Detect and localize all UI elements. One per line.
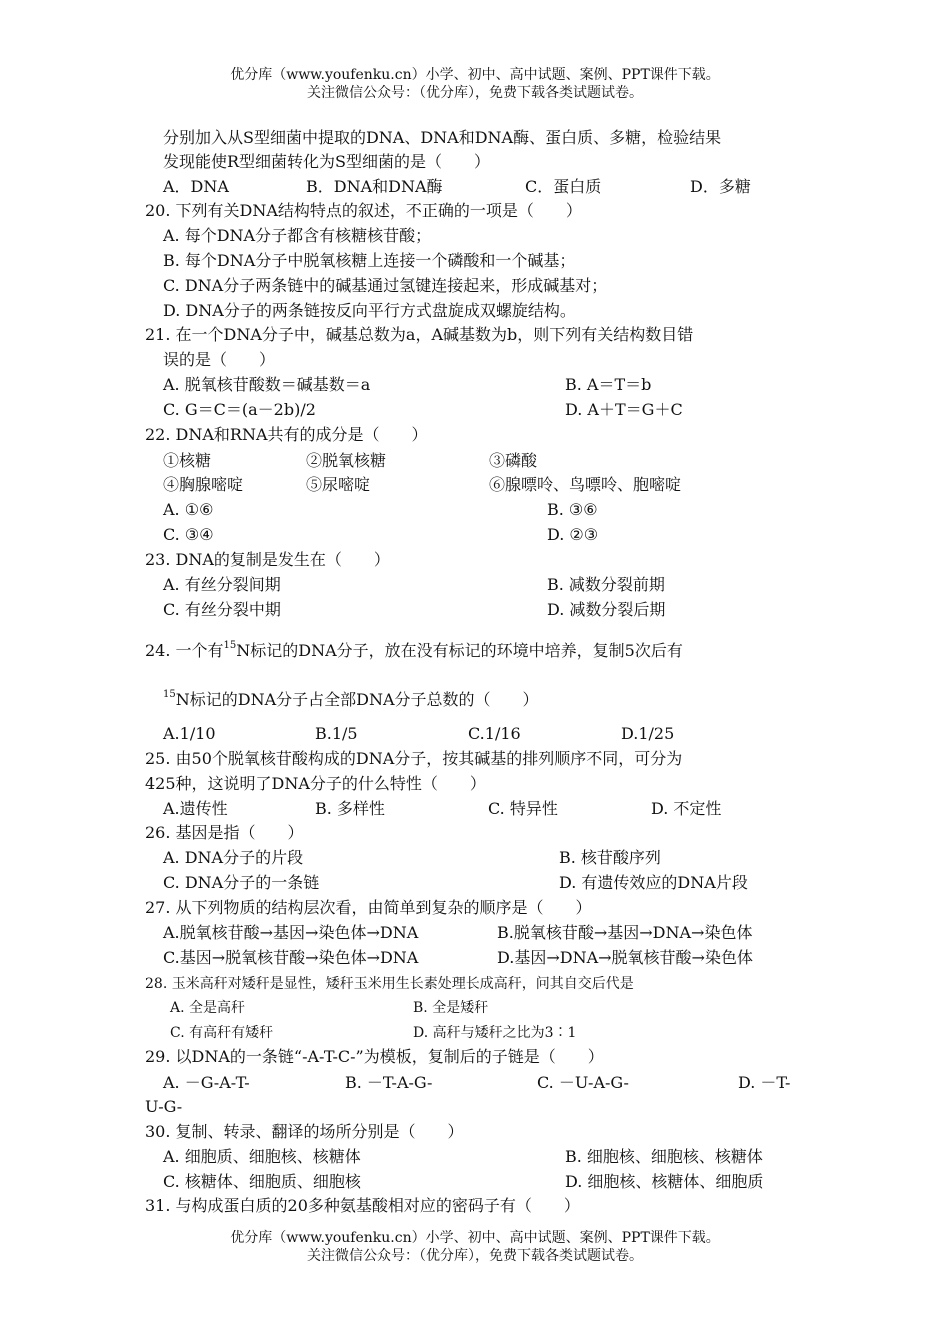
q29-option-b: B. －T-A-G- <box>345 1073 433 1092</box>
q21-line-2: 误的是（ ） <box>163 350 276 369</box>
q19-line-2: 发现能使R型细菌转化为S型细菌的是（ ） <box>163 152 491 171</box>
q22-item-4: ④胸腺嘧啶 <box>163 475 244 494</box>
footer-line-2: 关注微信公众号：（优分库），免费下载各类试题试卷。 <box>307 1248 643 1264</box>
q19-line-1: 分别加入从S型细菌中提取的DNA、DNA和DNA酶、蛋白质、多糖，检验结果 <box>163 128 722 147</box>
q23-stem: 23. DNA的复制是发生在（ ） <box>145 550 390 569</box>
q24-pre: 24. 一个有 <box>145 641 224 660</box>
q24-option-b: B.1/5 <box>315 724 358 743</box>
q19-option-c: C．蛋白质 <box>525 177 602 196</box>
q30-option-c: C. 核糖体、细胞质、细胞核 <box>163 1172 361 1191</box>
q24-line-1 <box>145 641 683 661</box>
q25-line-2: 425种，这说明了DNA分子的什么特性（ ） <box>145 774 486 793</box>
q21-option-c: C. G＝C＝(a－2b)/2 <box>163 400 316 419</box>
q21-line-1: 21. 在一个DNA分子中，碱基总数为a，A碱基数为b，则下列有关结构数目错 <box>145 325 694 344</box>
q24-isotope-2: 15 <box>163 689 176 700</box>
q29-option-d: D. －T- <box>738 1073 791 1092</box>
q30-stem: 30. 复制、转录、翻译的场所分别是（ ） <box>145 1122 464 1141</box>
q27-stem: 27. 从下列物质的结构层次看，由简单到复杂的顺序是（ ） <box>145 898 592 917</box>
q19-option-b: B．DNA和DNA酶 <box>306 177 443 196</box>
q20-stem: 20. 下列有关DNA结构特点的叙述，不正确的一项是（ ） <box>145 201 582 220</box>
q28-option-c: C. 有高秆有矮秆 <box>170 1025 274 1041</box>
footer-line-1: 优分库（www.youfenku.cn）小学、初中、高中试题、案例、PPT课件下载。 <box>230 1230 720 1246</box>
q23-option-c: C. 有丝分裂中期 <box>163 600 281 619</box>
q22-item-6: ⑥腺嘌呤、鸟嘌呤、胞嘧啶 <box>489 475 682 494</box>
q24-option-a: A.1/10 <box>163 724 216 743</box>
q22-option-c: C. ③④ <box>163 525 214 544</box>
q25-option-d: D. 不定性 <box>651 799 722 818</box>
q20-option-b: B. 每个DNA分子中脱氧核糖上连接一个磷酸和一个碱基； <box>163 251 576 270</box>
q26-option-c: C. DNA分子的一条链 <box>163 873 320 892</box>
q24-line-2 <box>163 690 539 710</box>
q31-stem: 31. 与构成蛋白质的20多种氨基酸相对应的密码子有（ ） <box>145 1196 580 1215</box>
q24-post-2: N标记的DNA分子占全部DNA分子总数的（ ） <box>175 690 539 709</box>
q28-stem: 28. 玉米高秆对矮秆是显性，矮秆玉米用生长素处理长成高秆，问其自交后代是 <box>145 976 634 992</box>
q28-option-d: D. 高秆与矮秆之比为3∶1 <box>413 1025 577 1041</box>
q29-option-d-wrap: U-G- <box>145 1097 183 1116</box>
q30-option-a: A. 细胞质、细胞核、核糖体 <box>163 1147 361 1166</box>
q25-option-c: C. 特异性 <box>488 799 558 818</box>
q27-option-a: A.脱氧核苷酸→基因→染色体→DNA <box>163 923 419 942</box>
q24-option-d: D.1/25 <box>621 724 675 743</box>
q19-option-d: D．多糖 <box>690 177 751 196</box>
q21-option-a: A. 脱氧核苷酸数＝碱基数＝a <box>163 375 371 394</box>
q23-option-a: A. 有丝分裂间期 <box>163 575 281 594</box>
q24-post-1: N标记的DNA分子，放在没有标记的环境中培养，复制5次后有 <box>236 641 683 660</box>
q22-item-5: ⑤尿嘧啶 <box>306 475 371 494</box>
q21-option-d: D. A＋T＝G＋C <box>565 400 683 419</box>
q22-stem: 22. DNA和RNA共有的成分是（ ） <box>145 425 428 444</box>
q25-option-a: A.遗传性 <box>163 799 228 818</box>
q22-item-2: ②脱氧核糖 <box>306 451 387 470</box>
q30-option-b: B. 细胞核、细胞核、核糖体 <box>565 1147 763 1166</box>
q26-option-b: B. 核苷酸序列 <box>559 848 661 867</box>
q22-option-a: A. ①⑥ <box>163 500 214 519</box>
q20-option-c: C. DNA分子两条链中的碱基通过氢键连接起来，形成碱基对； <box>163 276 608 295</box>
q21-option-b: B. A＝T＝b <box>565 375 652 394</box>
q20-option-a: A. 每个DNA分子都含有核糖核苷酸； <box>163 226 432 245</box>
q27-option-d: D.基因→DNA→脱氧核苷酸→染色体 <box>497 948 753 967</box>
q26-stem: 26. 基因是指（ ） <box>145 823 304 842</box>
q29-option-c: C. －U-A-G- <box>537 1073 629 1092</box>
q29-stem: 29. 以DNA的一条链“-A-T-C-”为模板，复制后的子链是（ ） <box>145 1047 604 1066</box>
q22-item-1: ①核糖 <box>163 451 212 470</box>
q30-option-d: D. 细胞核、核糖体、细胞质 <box>565 1172 764 1191</box>
q23-option-d: D. 减数分裂后期 <box>547 600 666 619</box>
q24-option-c: C.1/16 <box>468 724 521 743</box>
header-line-2: 关注微信公众号：（优分库），免费下载各类试题试卷。 <box>307 85 643 101</box>
q25-line-1: 25. 由50个脱氧核苷酸构成的DNA分子，按其碱基的排列顺序不同，可分为 <box>145 749 683 768</box>
q26-option-d: D. 有遗传效应的DNA片段 <box>559 873 748 892</box>
q22-option-d: D. ②③ <box>547 525 599 544</box>
q24-isotope-1: 15 <box>223 640 237 651</box>
q27-option-c: C.基因→脱氧核苷酸→染色体→DNA <box>163 948 419 967</box>
q28-option-a: A. 全是高秆 <box>170 1000 246 1016</box>
header-line-1: 优分库（www.youfenku.cn）小学、初中、高中试题、案例、PPT课件下载。 <box>230 67 720 83</box>
q22-option-b: B. ③⑥ <box>547 500 598 519</box>
q27-option-b: B.脱氧核苷酸→基因→DNA→染色体 <box>497 923 753 942</box>
q26-option-a: A. DNA分子的片段 <box>163 848 304 867</box>
q22-item-3: ③磷酸 <box>489 451 538 470</box>
q29-option-a: A. －G-A-T- <box>163 1073 250 1092</box>
q28-option-b: B. 全是矮秆 <box>413 1000 489 1016</box>
q25-option-b: B. 多样性 <box>315 799 385 818</box>
q20-option-d: D. DNA分子的两条链按反向平行方式盘旋成双螺旋结构。 <box>163 301 576 320</box>
q23-option-b: B. 减数分裂前期 <box>547 575 665 594</box>
q19-option-a: A．DNA <box>163 177 229 196</box>
